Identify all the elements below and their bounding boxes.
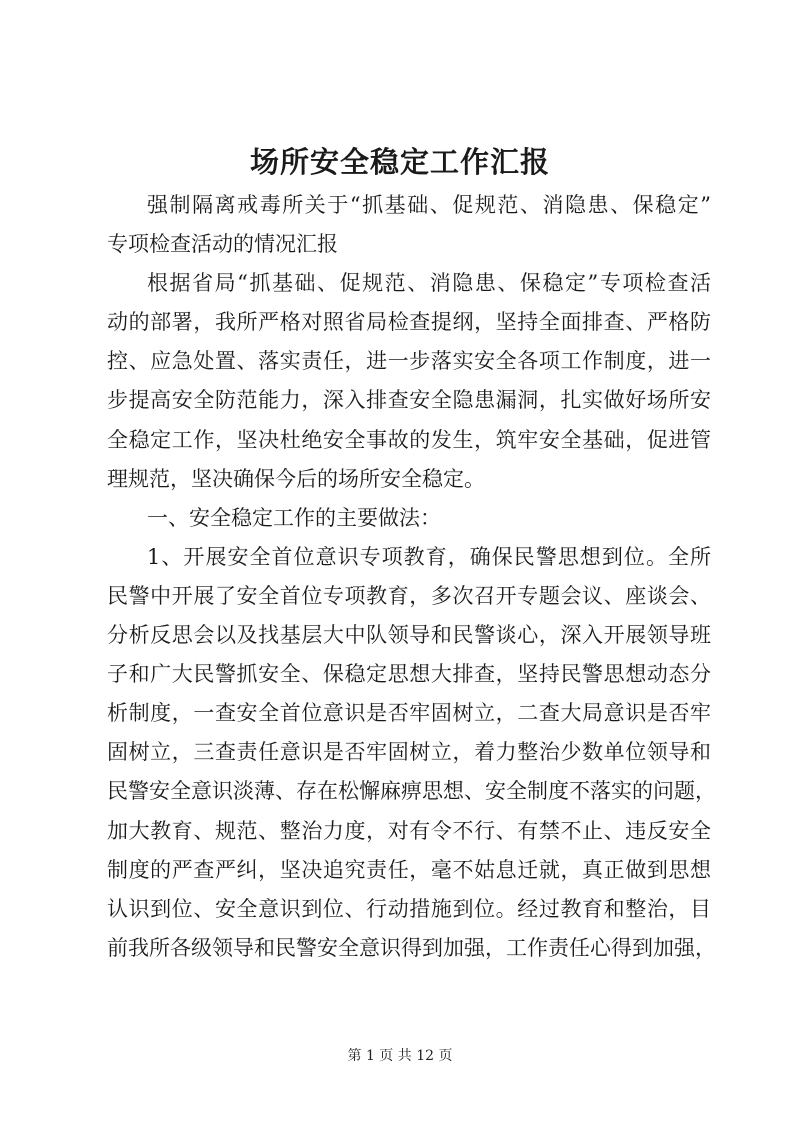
text-line: 民警中开展了安全首位专项教育，多次召开专题会议、座谈会、 (107, 583, 711, 608)
text-line: 强制隔离戒毒所关于“抓基础、促规范、消隐患、保稳定” (147, 193, 711, 217)
text-line: 制度的严查严纠，坚决追究责任，毫不姑息迁就，真正做到思想 (107, 857, 711, 882)
document-title: 场所安全稳定工作汇报 (249, 145, 550, 179)
document-body (107, 186, 716, 968)
text-line: 步提高安全防范能力，深入排查安全隐患漏洞，扎实做好场所安 (107, 388, 711, 413)
text-line: 子和广大民警抓安全、保稳定思想大排查，坚持民警思想动态分 (107, 662, 711, 687)
text-line: 1、开展安全首位意识专项教育，确保民警思想到位。全所 (147, 544, 711, 569)
text-line: 分析反思会以及找基层大中队领导和民警谈心，深入开展领导班 (107, 623, 711, 648)
text-line: 动的部署，我所严格对照省局检查提纲，坚持全面排查、严格防 (107, 310, 711, 335)
text-line: 全稳定工作，坚决杜绝安全事故的发生，筑牢安全基础，促进管 (107, 427, 711, 452)
text-line: 析制度，一查安全首位意识是否牢固树立，二查大局意识是否牢 (107, 701, 711, 726)
text-line: 民警安全意识淡薄、存在松懈麻痹思想、安全制度不落实的问题， (107, 779, 716, 804)
text-line: 专项检查活动的情况汇报 (107, 232, 338, 257)
text-line: 加大教育、规范、整治力度，对有令不行、有禁不止、违反安全 (107, 818, 711, 843)
section-heading: 一、安全稳定工作的主要做法： (147, 505, 441, 530)
page-footer: 第 1 页 共 12 页 (347, 1048, 453, 1064)
text-line: 认识到位、安全意识到位、行动措施到位。经过教育和整治，目 (107, 896, 711, 921)
text-line: 固树立，三查责任意识是否牢固树立，着力整治少数单位领导和 (107, 740, 711, 765)
text-line: 理规范，坚决确保今后的场所安全稳定。 (107, 466, 485, 491)
text-line: 前我所各级领导和民警安全意识得到加强，工作责任心得到加强， (107, 935, 716, 960)
text-line: 根据省局“抓基础、促规范、消隐患、保稳定”专项检查活 (147, 271, 711, 296)
text-line: 控、应急处置、落实责任，进一步落实安全各项工作制度，进一 (107, 349, 711, 374)
